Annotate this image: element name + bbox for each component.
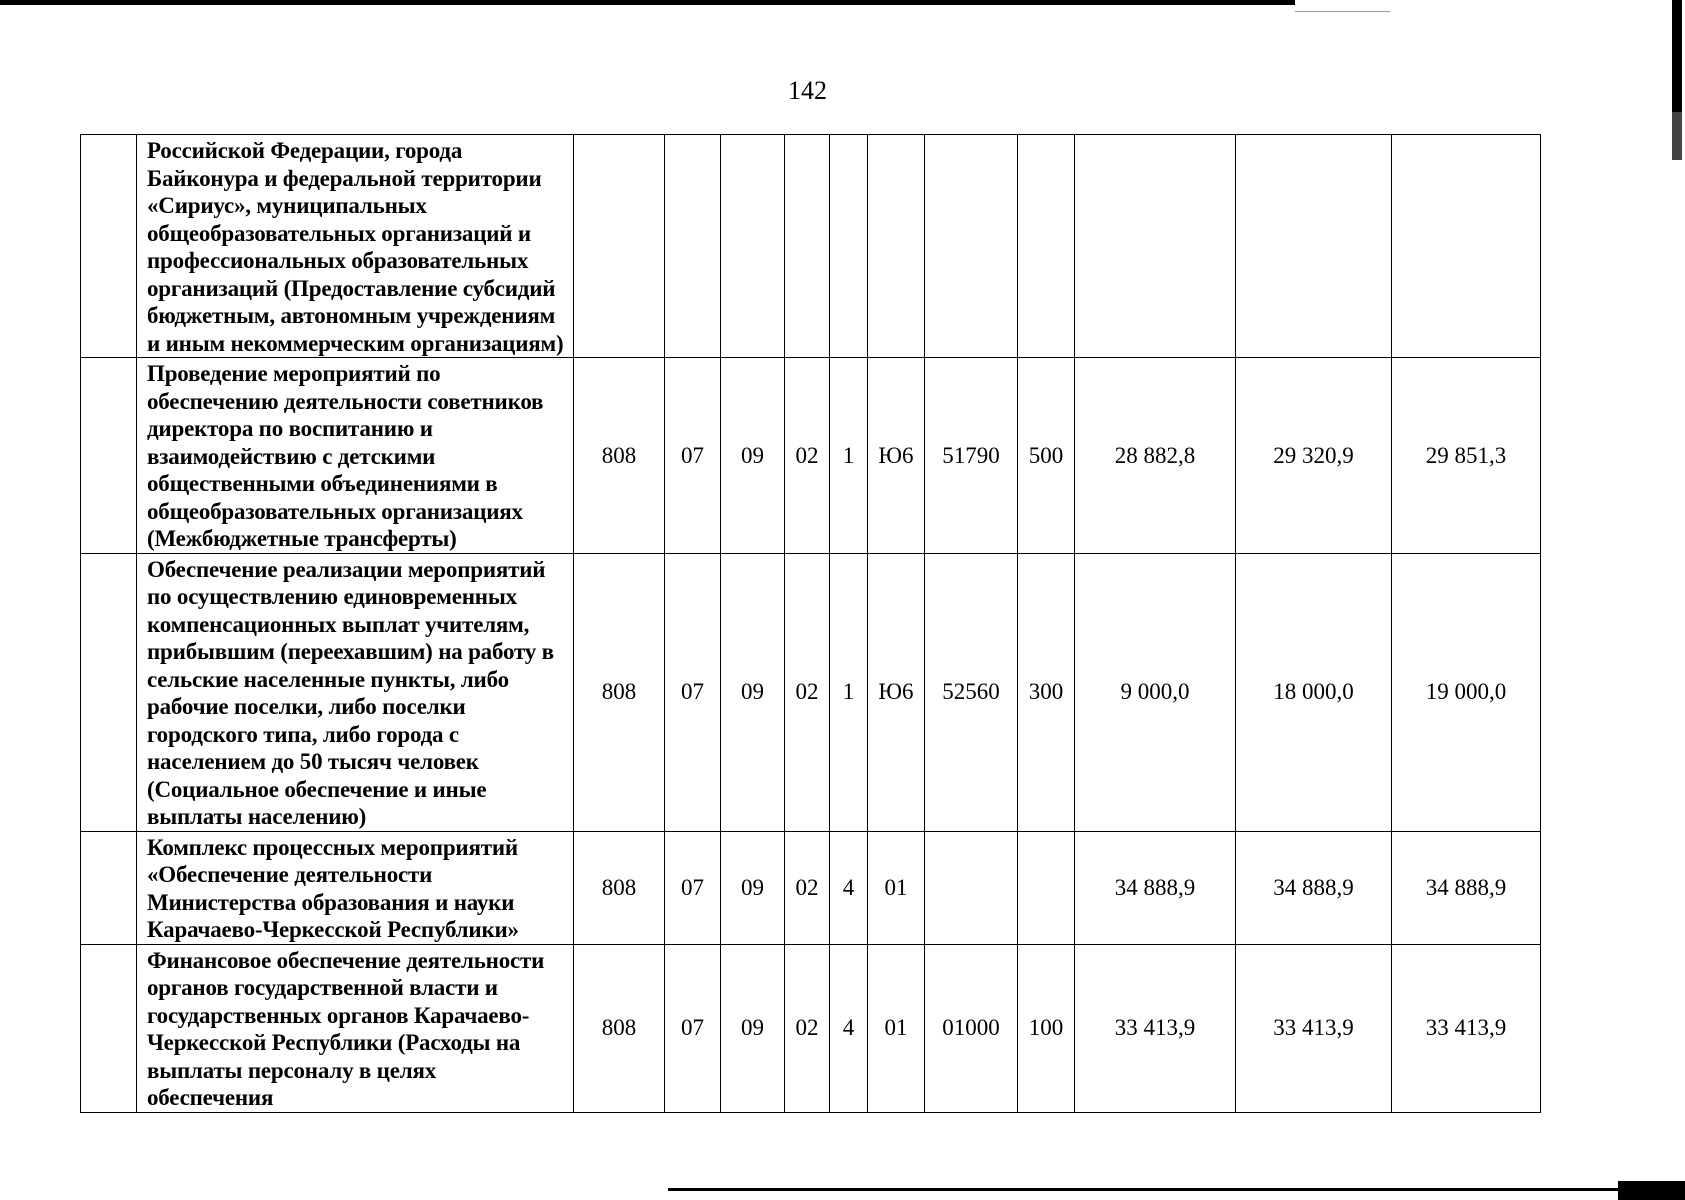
amount-3-cell: 33 413,9 bbox=[1392, 944, 1541, 1112]
program-code-cell: 02 bbox=[785, 944, 830, 1112]
amount-1-cell: 9 000,0 bbox=[1075, 553, 1236, 831]
subprogram-code-cell: 1 bbox=[830, 358, 868, 554]
amount-1-cell: 28 882,8 bbox=[1075, 358, 1236, 554]
table-row bbox=[81, 358, 1541, 554]
section-code-cell: 07 bbox=[665, 553, 721, 831]
expense-type-cell: 500 bbox=[1018, 358, 1075, 554]
direction-code-cell bbox=[925, 831, 1018, 944]
description-cell: Финансовое обеспечение деятельности органов государственной власти и государственных органов Карачаево-Черкесской Республики (Расходы на выплаты персоналу в целях обеспечения bbox=[137, 944, 574, 1112]
page-number: 142 bbox=[788, 76, 827, 105]
amount-3-cell bbox=[1392, 135, 1541, 358]
program-code-cell: 02 bbox=[785, 358, 830, 554]
row-index-cell bbox=[81, 944, 137, 1112]
ministry-code-cell: 808 bbox=[574, 831, 665, 944]
amount-2-cell: 18 000,0 bbox=[1236, 553, 1392, 831]
table-row bbox=[81, 831, 1541, 944]
direction-code-cell bbox=[925, 135, 1018, 358]
row-index-cell bbox=[81, 831, 137, 944]
subsection-code-cell: 09 bbox=[721, 553, 785, 831]
measure-code-cell: Ю6 bbox=[868, 358, 925, 554]
expense-type-cell: 100 bbox=[1018, 944, 1075, 1112]
amount-3-cell: 19 000,0 bbox=[1392, 553, 1541, 831]
amount-2-cell: 33 413,9 bbox=[1236, 944, 1392, 1112]
direction-code-cell: 51790 bbox=[925, 358, 1018, 554]
amount-1-cell: 33 413,9 bbox=[1075, 944, 1236, 1112]
program-code-cell bbox=[785, 135, 830, 358]
subprogram-code-cell: 4 bbox=[830, 944, 868, 1112]
program-code-cell: 02 bbox=[785, 553, 830, 831]
row-index-cell bbox=[81, 553, 137, 831]
table-row bbox=[81, 553, 1541, 831]
ministry-code-cell: 808 bbox=[574, 944, 665, 1112]
section-code-cell: 07 bbox=[665, 358, 721, 554]
description-cell: Российской Федерации, города Байконура и федеральной территории «Сириус», муниципальных общеобразовательных организаций и профессиональных образовательных организаций (Предоставление субсидий бюджетным, автономным учреждениям и иным некоммерческим организациям) bbox=[137, 135, 574, 358]
row-index-cell bbox=[81, 135, 137, 358]
expense-type-cell bbox=[1018, 831, 1075, 944]
subsection-code-cell: 09 bbox=[721, 944, 785, 1112]
expense-type-cell bbox=[1018, 135, 1075, 358]
table-row bbox=[81, 135, 1541, 358]
direction-code-cell: 01000 bbox=[925, 944, 1018, 1112]
direction-code-cell: 52560 bbox=[925, 553, 1018, 831]
measure-code-cell: Ю6 bbox=[868, 553, 925, 831]
scan-edge-top bbox=[0, 0, 1295, 5]
scan-edge-top-thin bbox=[1295, 11, 1390, 12]
amount-2-cell bbox=[1236, 135, 1392, 358]
measure-code-cell bbox=[868, 135, 925, 358]
section-code-cell: 07 bbox=[665, 944, 721, 1112]
scan-edge-bottom bbox=[668, 1188, 1685, 1191]
description-cell: Комплекс процессных мероприятий «Обеспечение деятельности Министерства образования и науки Карачаево-Черкесской Республики» bbox=[137, 831, 574, 944]
subprogram-code-cell: 4 bbox=[830, 831, 868, 944]
table-row bbox=[81, 944, 1541, 1112]
ministry-code-cell: 808 bbox=[574, 358, 665, 554]
amount-3-cell: 29 851,3 bbox=[1392, 358, 1541, 554]
subprogram-code-cell bbox=[830, 135, 868, 358]
ministry-code-cell bbox=[574, 135, 665, 358]
amount-2-cell: 34 888,9 bbox=[1236, 831, 1392, 944]
amount-1-cell: 34 888,9 bbox=[1075, 831, 1236, 944]
amount-1-cell bbox=[1075, 135, 1236, 358]
subsection-code-cell: 09 bbox=[721, 831, 785, 944]
measure-code-cell: 01 bbox=[868, 944, 925, 1112]
row-index-cell bbox=[81, 358, 137, 554]
ministry-code-cell: 808 bbox=[574, 553, 665, 831]
measure-code-cell: 01 bbox=[868, 831, 925, 944]
amount-3-cell: 34 888,9 bbox=[1392, 831, 1541, 944]
program-code-cell: 02 bbox=[785, 831, 830, 944]
scan-edge-bottom-right bbox=[1618, 1181, 1685, 1200]
description-cell: Проведение мероприятий по обеспечению деятельности советников директора по воспитанию и взаимодействию с детскими общественными объединениями в общеобразовательных организациях (Межбюджетные трансферты) bbox=[137, 358, 574, 554]
subsection-code-cell bbox=[721, 135, 785, 358]
subsection-code-cell: 09 bbox=[721, 358, 785, 554]
section-code-cell: 07 bbox=[665, 831, 721, 944]
expense-type-cell: 300 bbox=[1018, 553, 1075, 831]
section-code-cell bbox=[665, 135, 721, 358]
budget-table bbox=[80, 134, 1541, 1113]
description-cell: Обеспечение реализации мероприятий по осуществлению единовременных компенсационных выплат учителям, прибывшим (переехавшим) на работу в сельские населенные пункты, либо рабочие поселки, либо поселки городского типа, либо города с населением до 50 тысяч человек (Социальное обеспечение и иные выплаты населению) bbox=[137, 553, 574, 831]
amount-2-cell: 29 320,9 bbox=[1236, 358, 1392, 554]
subprogram-code-cell: 1 bbox=[830, 553, 868, 831]
